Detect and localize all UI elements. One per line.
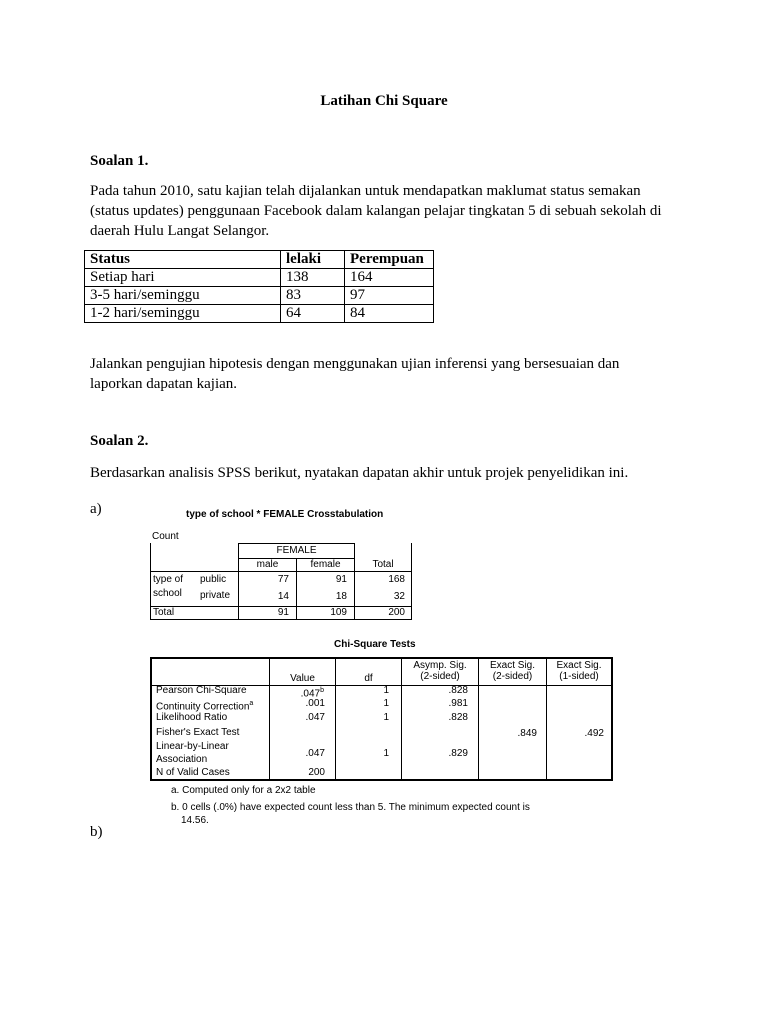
cell-value: 77 (277, 574, 289, 585)
table-cell: 64 (281, 305, 345, 323)
cell-value: 18 (335, 591, 347, 602)
column-header: female (310, 559, 341, 570)
table-cell: Setiap hari (85, 269, 281, 287)
footnote-marker: a (249, 700, 254, 707)
rule (150, 543, 151, 620)
cell-value: 91 (277, 607, 289, 618)
cell-value: 91 (335, 574, 347, 585)
footnote-a: a. Computed only for a 2x2 table (171, 785, 316, 796)
footnote-marker: b (320, 687, 324, 694)
cell-value: .828 (448, 712, 468, 723)
row-label: Likelihood Ratio (156, 712, 228, 723)
paragraph-line: Jalankan pengujian hipotesis dengan menggunakan ujian inferensi yang bersesuaian dan (90, 356, 620, 372)
rule (611, 657, 613, 781)
table-header-cell: lelaki (281, 251, 345, 269)
chi-square-table (150, 657, 613, 781)
rule (238, 543, 354, 544)
table-cell: 83 (281, 287, 345, 305)
paragraph-line: (status updates) penggunaan Facebook dalam kalangan pelajar tingkatan 5 di sebuah sekolah di (90, 203, 662, 219)
rule (150, 571, 412, 572)
table-row (85, 269, 434, 287)
label-a: a) (90, 501, 102, 517)
footnote-b (171, 801, 530, 827)
cell-value: 32 (393, 591, 405, 602)
column-header: Asymp. Sig. (413, 660, 467, 671)
crosstab-title: type of school * FEMALE Crosstabulation (186, 509, 384, 520)
cell-value: .981 (448, 698, 468, 709)
cell-value: .849 (517, 728, 537, 739)
column-header: Value (290, 673, 315, 684)
row-label: Pearson Chi-Square (156, 685, 247, 696)
cell-value: 1 (383, 685, 389, 696)
question-2-heading: Soalan 2. (90, 433, 149, 449)
column-header: Total (372, 559, 394, 570)
table-cell: 3-5 hari/seminggu (85, 287, 281, 305)
chi-square-title: Chi-Square Tests (334, 639, 416, 650)
table-cell: 84 (345, 305, 434, 323)
table-cell: 138 (281, 269, 345, 287)
column-header: Exact Sig. (489, 660, 536, 671)
column-header: Exact Sig. (556, 660, 602, 671)
question-1-heading: Soalan 1. (90, 153, 149, 169)
column-header: (1-sided) (559, 671, 599, 682)
column-header: df (364, 673, 373, 684)
row-label: Linear-by-Linear (156, 741, 229, 752)
footnote-line: b. 0 cells (.0%) have expected count less than 5. The minimum expected count is (171, 802, 530, 813)
label-b: b) (90, 824, 103, 840)
row-variable-label: school (153, 588, 182, 599)
table-cell: 164 (345, 269, 434, 287)
label-text: Continuity Correction (156, 701, 250, 713)
row-label: public (200, 574, 227, 585)
row-label: Association (156, 754, 208, 765)
page-title: Latihan Chi Square (320, 93, 448, 109)
row-label: N of Valid Cases (156, 767, 230, 778)
cell-value: 1 (383, 712, 389, 723)
cell-value: 1 (383, 698, 389, 709)
rule (150, 657, 152, 781)
crosstab-table (150, 543, 412, 620)
cell-value: .828 (448, 685, 468, 696)
table-header-cell: Perempuan (345, 251, 434, 269)
cell-value: 200 (308, 767, 325, 778)
cell-value: .001 (305, 698, 325, 709)
rule (150, 657, 613, 659)
table-row (85, 305, 434, 323)
table-header-row (85, 251, 434, 269)
crosstab-count-label: Count (152, 531, 179, 542)
table-cell: 1-2 hari/seminggu (85, 305, 281, 323)
column-header: (2-sided) (420, 671, 460, 682)
cell-value: .047 (305, 712, 325, 723)
column-header: male (256, 559, 279, 570)
row-label: Fisher's Exact Test (156, 727, 240, 738)
cell-value: .829 (448, 748, 468, 759)
group-header: FEMALE (276, 545, 317, 556)
rule (150, 619, 412, 620)
paragraph-line: Pada tahun 2010, satu kajian telah dijalankan untuk mendapatkan maklumat status semakan (90, 183, 641, 199)
cell-value: .492 (584, 728, 604, 739)
table-header-cell: Status (85, 251, 281, 269)
row-variable-label: type of (153, 574, 184, 585)
cell-value: 200 (388, 607, 405, 618)
rule (150, 779, 613, 781)
cell-value: 168 (388, 574, 405, 585)
table-cell: 97 (345, 287, 434, 305)
cell-value: 14 (277, 591, 289, 602)
question-2-paragraph: Berdasarkan analisis SPSS berikut, nyatakan dapatan akhir untuk projek penyelidikan ini. (90, 465, 629, 481)
status-table (84, 250, 434, 323)
footnote-line: 14.56. (181, 815, 209, 826)
cell-value: 1 (383, 748, 389, 759)
column-header: (2-sided) (492, 671, 533, 682)
table-row (85, 287, 434, 305)
row-label: private (200, 590, 231, 601)
total-label: Total (153, 607, 175, 618)
cell-value: .047 (305, 748, 325, 759)
paragraph-line: laporkan dapatan kajian. (90, 376, 238, 392)
paragraph-line: daerah Hulu Langat Selangor. (90, 223, 270, 239)
rule (411, 543, 412, 620)
value-text: .047 (300, 688, 321, 700)
question-1-instruction (90, 354, 690, 394)
cell-value: 109 (330, 607, 347, 618)
question-1-paragraph (90, 181, 690, 241)
